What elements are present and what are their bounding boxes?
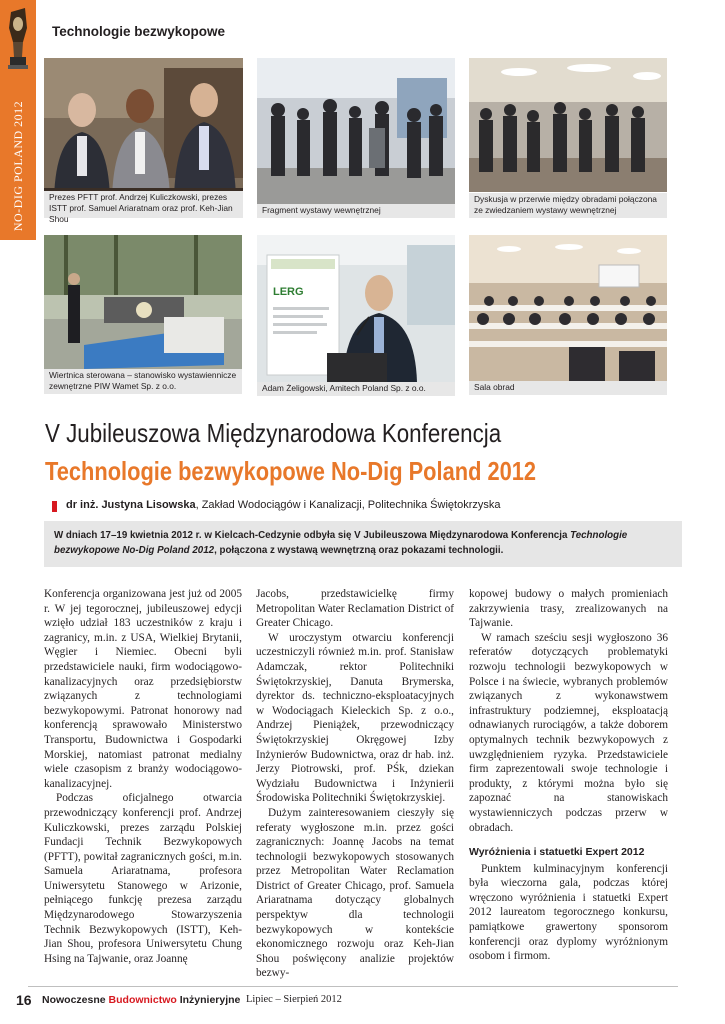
photo-caption: Wiertnica sterowana – stanowisko wystawiennicze zewnętrzne PIW Wamet Sp. z o.o.: [44, 369, 242, 394]
issue-date: Lipiec – Sierpień 2012: [246, 994, 342, 1005]
sign-lerg: LERG: [273, 286, 304, 298]
photo-conference-hall: [469, 235, 667, 381]
photo-speaker: [257, 235, 455, 382]
paragraph: Jacobs, przedstawicielkę firmy Metropolitan Water Reclamation District of Greater Chicago.: [256, 588, 454, 630]
section-heading: Wyróżnienia i statuetki Expert 2012: [469, 846, 645, 859]
photo-caption: Fragment wystawy wewnętrznej: [257, 204, 455, 218]
footer-rule: [28, 986, 678, 987]
article-subtitle: Technologie bezwykopowe No-Dig Poland 2012: [45, 456, 537, 486]
photo-caption: Adam Żeligowski, Amitech Poland Sp. z o.o.: [257, 382, 455, 396]
lead-italic: Technologie bezwykopowe No-Dig Poland 2012: [54, 529, 628, 556]
paragraph: Konferencja organizowana jest już od 2005 r. W jej tegorocznej, jubileuszowej edycji wzięło udział 183 uczestników z kraju i zagranicy, m.in. z USA, Wielkiej Brytanii, Węgier i Niemiec. Obecni byli przedstawiciele nauki, firm wodociągowo-kanalizacyjnych oraz przedsiębiorstw związanych z technologiami bezwykopowymi. Patronat honorowy nad konferencją sprawowało Ministerstwo Transportu, Budownictwa i Gospodarki Morskiej, natomiast patronat medialny wiele czasopism z branży wodociągowo-kanalizacyjnej.: [44, 588, 242, 790]
paragraph: Dużym zainteresowaniem cieszyły się referaty wygłoszone m.in. przez gości zagranicznych: Joannę Jacobs na temat technologii bezwykopowych stosowanych przez Metropolitan Water Reclamation District of Greater Chicago, prof. Samuela Ariaratnama dotyczący globalnych perspektyw dla technologii bezwykopowych w kontekście ekonomicznego rozwoju oraz Keh-Jian Shou poświęcony analizie projektów bezwy-: [256, 806, 454, 980]
lead-paragraph: [54, 528, 672, 558]
paragraph: kopowej budowy o małych promieniach zakrzywienia trasy, zrealizowanych na Tajwanie.: [469, 588, 668, 630]
body-column-1: [44, 587, 242, 966]
magazine-name-part: Nowoczesne: [42, 994, 109, 1006]
author-marker: [52, 501, 57, 512]
side-band-label: NO-DIG POLAND 2012: [11, 100, 25, 232]
section-title: Technologie bezwykopowe: [52, 24, 226, 39]
photo-drilling-rig: [44, 235, 242, 369]
magazine-name-part: Inżynieryjne: [176, 994, 241, 1006]
author-affiliation: , Zakład Wodociągów i Kanalizacji, Politechnika Świętokrzyska: [195, 499, 501, 511]
author-name: dr inż. Justyna Lisowska: [66, 499, 196, 511]
paragraph: W ramach sześciu sesji wygłoszono 36 referatów dotyczących problematyki rozwoju technologii bezwykopowych w Polsce i na świecie, wybranych problemów związanych z wykonawstwem infrastruktury podziemnej, eksploatacją odnawianych rurociągów, a także doborem optymalnych technik bezwykopowych z uwzględnieniem ryzyka. Przedstawiciele firm zaprezentowali swoje technologie i produkty, z którymi można było się zapoznać na stanowiskach wystawienniczych podczas przerw w obradach.: [469, 631, 668, 834]
magazine-name: [42, 994, 240, 1006]
photo-discussion: [469, 58, 667, 192]
article-title: V Jubileuszowa Międzynarodowa Konferencja: [45, 418, 502, 448]
lead-text: W dniach 17–19 kwietnia 2012 r. w Kielcach-Cedzynie odbyła się V Jubileuszowa Międzynarodowa Konferencja: [54, 529, 571, 541]
paragraph: W uroczystym otwarciu konferencji uczestniczyli również m.in. prof. Stanisław Adamczak, rektor Politechniki Świętokrzyskiej, Danuta Brymerska, dyrektor ds. techniczno-eksploatacyjnych w Wodociągach Kieleckich Sp. z o.o., Andrzej Pieniążek, przewodniczący Świętokrzyskiej Okręgowej Izby Inżynierów Budownictwa, oraz dr hab. inż. Jerzy Piotrowski, prof. PŚk, dziekan Wydziału Budownictwa i Inżynierii Środowiska Politechniki Świętokrzyskiej.: [256, 631, 454, 805]
paragraph: Podczas oficjalnego otwarcia przewodniczący konferencji prof. Andrzej Kuliczkowski, prezes zarządu Polskiej Fundacji Technik Bezwykopowych (PFTT), powitał zagranicznych gości, m.in. Samuela Ariaratnama, profesora Uniwersytetu Stanowego w Arizonie, pełniącego funkcję prezesa zarządu Międzynarodowego Stowarzyszenia Technik Bezwykopowych (ISTT), Keh-Jian Shou, profesora Uniwersytetu Chung Hsing na Tajwanie, oraz Joannę: [44, 792, 242, 965]
photo-exhibition: [257, 58, 455, 204]
body-column-2: [256, 587, 454, 981]
photo-caption: Prezes PFTT prof. Andrzej Kuliczkowski, prezes ISTT prof. Samuel Ariaratnam oraz prof. Keh-Jian Shou: [44, 191, 243, 218]
paragraph: Punktem kulminacyjnym konferencji była wieczorna gala, podczas której wręczono wyróżnienia i statuetki Expert 2012 laureatom tegorocznego konkursu, pamiątkowe grawertony sponsorom konferencji oraz dyplomy wyróżnionym osobom i firmom.: [469, 862, 668, 963]
photo-caption: Sala obrad: [469, 381, 667, 395]
author-line: [66, 499, 500, 511]
magazine-name-part: Budownictwo: [108, 994, 177, 1006]
page-number: 16: [16, 992, 32, 1008]
photo-caption: Dyskusja w przerwie między obradami połączona ze zwiedzaniem wystawy wewnętrznej: [469, 193, 667, 218]
body-column-3: [469, 587, 668, 964]
lead-text-end: , połączona z wystawą wewnętrzną oraz pokazami technologii.: [214, 544, 504, 556]
